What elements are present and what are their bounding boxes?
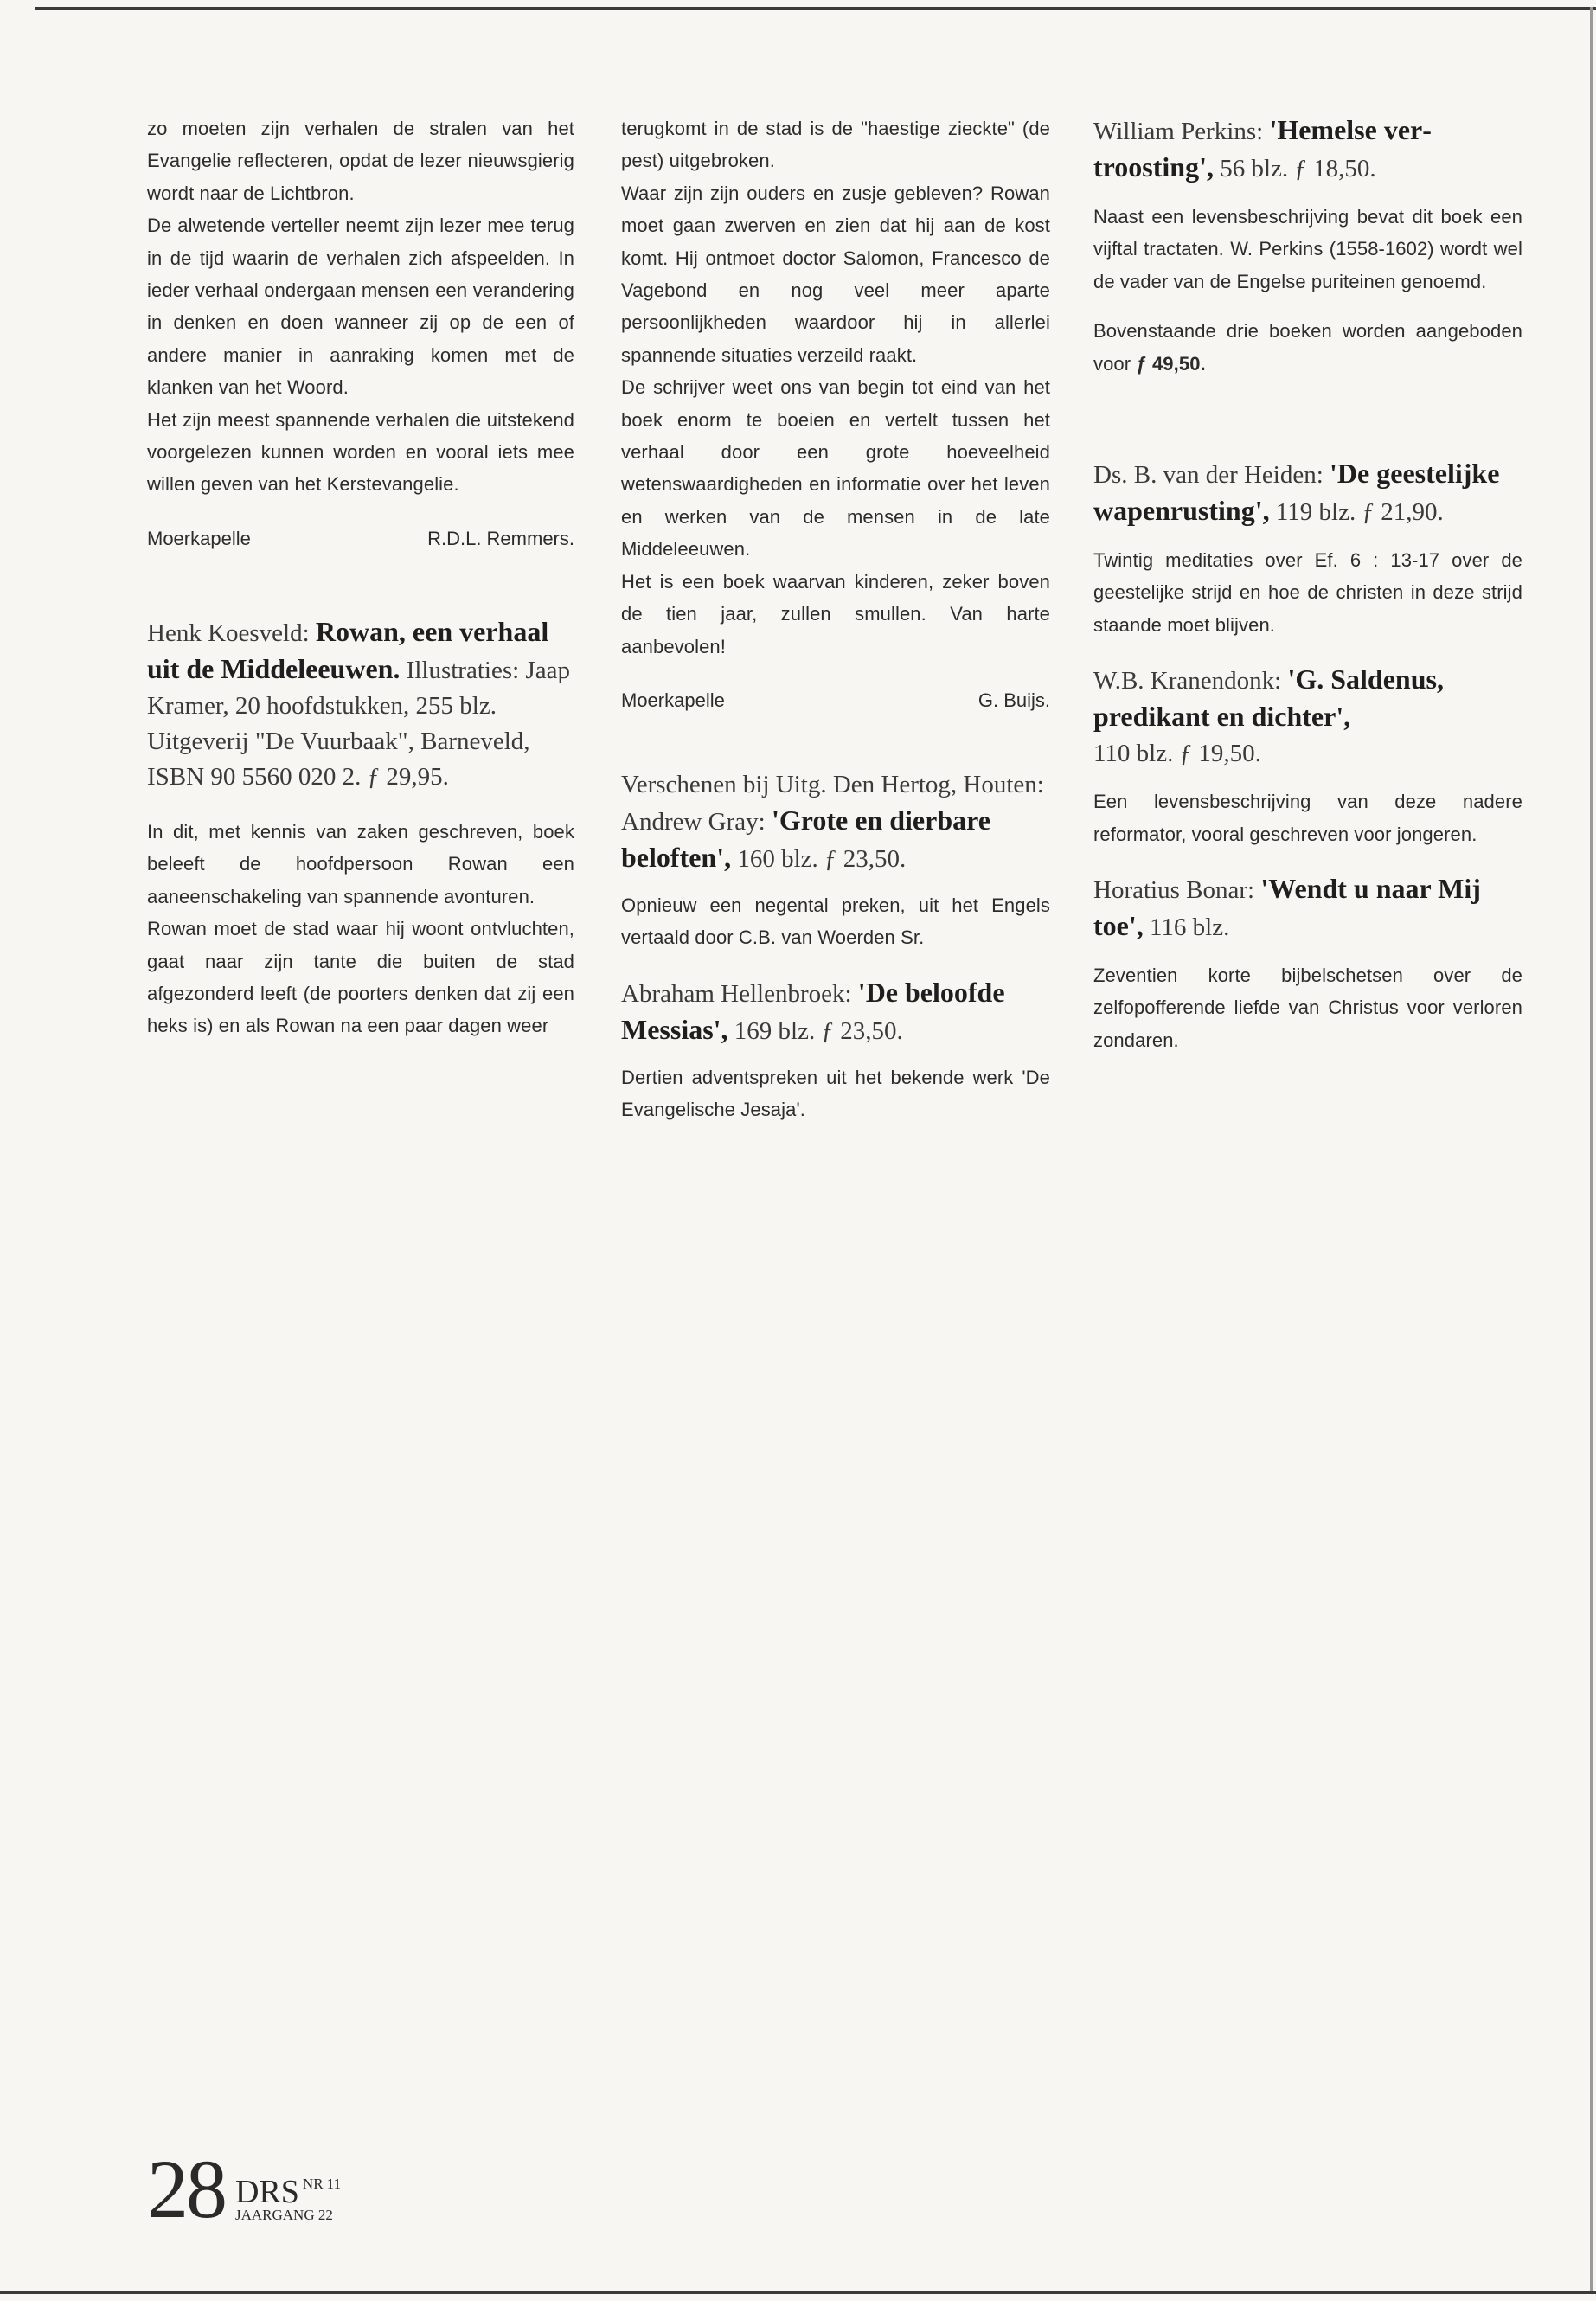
- book-title: 'Wendt u naar Mij toe',: [1093, 873, 1481, 942]
- publisher-line: Verschenen bij Uitg. Den Hertog, Houten:: [621, 770, 1044, 798]
- book-heading: [1093, 112, 1522, 187]
- review-signature: [621, 689, 1050, 712]
- signature-name: G. Buijs.: [977, 689, 1050, 711]
- top-rule: [35, 7, 1596, 10]
- book-heading: [1093, 662, 1522, 772]
- magazine-info: [235, 2170, 341, 2224]
- book-price: 116 blz.: [1150, 913, 1230, 942]
- paragraph: In dit, met kennis van zaken geschreven, boek beleeft de hoofdpersoon Rowan een aaneenschakeling van spannende avonturen.: [147, 820, 574, 907]
- book-description: Naast een levensbeschrijving bevat dit boek een vijftal tractaten. W. Perkins (1558-1602) wordt wel de vader van de Engelse puriteinen genoemd.: [1093, 206, 1522, 292]
- page-number: 28: [147, 2143, 225, 2235]
- signature-name: R.D.L. Remmers.: [427, 527, 574, 549]
- book-heading: [621, 803, 1050, 877]
- paragraph: De alwetende verteller neemt zijn lezer mee terug in de tijd waarin de verhalen zich afspeelden. In ieder verhaal ondergaan mensen een verandering in denken en doen wanneer zij op de een of andere manier in aanraking komen met de klanken van het Woord.: [147, 215, 574, 399]
- book-description: Opnieuw een negental preken, uit het Engels vertaald door C.B. van Woerden Sr.: [621, 894, 1050, 949]
- review-author: Henk Koesveld:: [147, 619, 310, 647]
- book-title: 'Grote en dierbare beloften',: [621, 804, 990, 873]
- column-1: [147, 112, 574, 1042]
- book-price: 119 blz. ƒ 21,90.: [1275, 498, 1444, 527]
- signature-place: Moerkapelle: [147, 527, 251, 549]
- book-author: William Perkins:: [1093, 118, 1264, 145]
- book-author: Abraham Hellenbroek:: [621, 979, 852, 1008]
- signature-place: Moerkapelle: [621, 689, 725, 711]
- review-details: Illustraties: Jaap Kramer, 20 hoofdstukken, 255 blz. Uitgeverij "De Vuurbaak", Barneveld, ISBN 90 5560 020 2. ƒ 29,95.: [147, 656, 570, 791]
- book-title: 'De geestelijke wapenrusting',: [1093, 458, 1500, 527]
- book-author: Ds. B. van der Heiden:: [1093, 461, 1324, 490]
- book-price: 169 blz. ƒ 23,50.: [734, 1016, 903, 1045]
- book-author: Horatius Bonar:: [1093, 876, 1255, 905]
- right-edge: [1590, 7, 1593, 2291]
- book-heading: [621, 975, 1050, 1049]
- magazine-name: DRS: [235, 2174, 299, 2210]
- review-heading: [147, 614, 574, 795]
- review-signature: [147, 528, 574, 550]
- book-title: 'G. Saldenus, predikant en dichter',: [1093, 663, 1444, 733]
- offer-price: ƒ 49,50.: [1136, 352, 1206, 375]
- paragraph: zo moeten zijn verhalen de stralen van het Evangelie reflecteren, opdat de lezer nieuwsgierig wordt naar de Lichtbron.: [147, 118, 574, 204]
- book-author: W.B. Kranendonk:: [1093, 667, 1282, 695]
- paragraph: Waar zijn zijn ouders en zusje gebleven? Rowan moet gaan zwerven en zien dat hij aan de kost komt. Hij ontmoet doctor Salomon, Francesco de Vagebond en nog veel meer aparte persoonlijkheden waardoor hij in allerlei spannende situaties verzeild raakt.: [621, 182, 1050, 366]
- volume: JAARGANG 22: [235, 2207, 333, 2223]
- bottom-rule: [0, 2291, 1596, 2294]
- issue-number: NR 11: [302, 2176, 342, 2192]
- book-description: Twintig meditaties over Ef. 6 : 13-17 over de geestelijke strijd en hoe de christen in deze strijd staande moet blijven.: [1093, 549, 1522, 636]
- paragraph: Het zijn meest spannende verhalen die uitstekend voorgelezen kunnen worden en vooral iets mee willen geven van het Kerstevangelie.: [147, 408, 574, 496]
- book-author: Andrew Gray:: [621, 807, 766, 836]
- book-title: 'De beloofde Messias',: [621, 976, 1005, 1045]
- paragraph: De schrijver weet ons van begin tot eind van het boek enorm te boeien en vertelt tussen het verhaal door een grote hoeveelheid wetenswaardigheden en informatie over het leven en werken van de mensen in de late Middeleeuwen.: [621, 376, 1050, 561]
- review-title: Rowan, een verhaal uit de Middeleeuwen.: [147, 615, 549, 684]
- book-price: 160 blz. ƒ 23,50.: [737, 844, 907, 873]
- offer-label: Bovenstaande drie boeken worden aangeboden voor: [1093, 320, 1522, 375]
- book-description: Zeventien korte bijbelschetsen over de zelfopofferende liefde van Christus voor verloren zondaren.: [1093, 965, 1522, 1051]
- paragraph: Het is een boek waarvan kinderen, zeker boven de tien jaar, zullen smullen. Van harte aanbevolen!: [621, 570, 1050, 657]
- book-description: Dertien adventspreken uit het bekende werk 'De Evangelische Jesaja'.: [621, 1066, 1050, 1121]
- column-2: [621, 112, 1050, 1126]
- offer-text: [1093, 315, 1522, 380]
- magazine-title-line: [235, 2170, 342, 2210]
- book-price: 56 blz. ƒ 18,50.: [1220, 155, 1376, 183]
- column-3: [1093, 112, 1522, 1056]
- book-heading: [1093, 456, 1522, 530]
- page-footer: [147, 2143, 342, 2235]
- book-price: 110 blz. ƒ 19,50.: [1093, 740, 1261, 768]
- book-title: 'Hemelse vertroosting',: [1093, 114, 1432, 183]
- book-description: Een levensbeschrijving van deze nadere reformator, vooral geschreven voor jongeren.: [1093, 791, 1522, 845]
- paragraph: terugkomt in de stad is de "haestige zieckte" (de pest) uitgebroken.: [621, 118, 1050, 172]
- paragraph: Rowan moet de stad waar hij woont ontvluchten, gaat naar zijn tante die buiten de stad afgezonderd leeft (de poorters denken dat zij een heks is) en als Rowan na een paar dagen weer: [147, 918, 574, 1037]
- book-heading: [1093, 871, 1522, 945]
